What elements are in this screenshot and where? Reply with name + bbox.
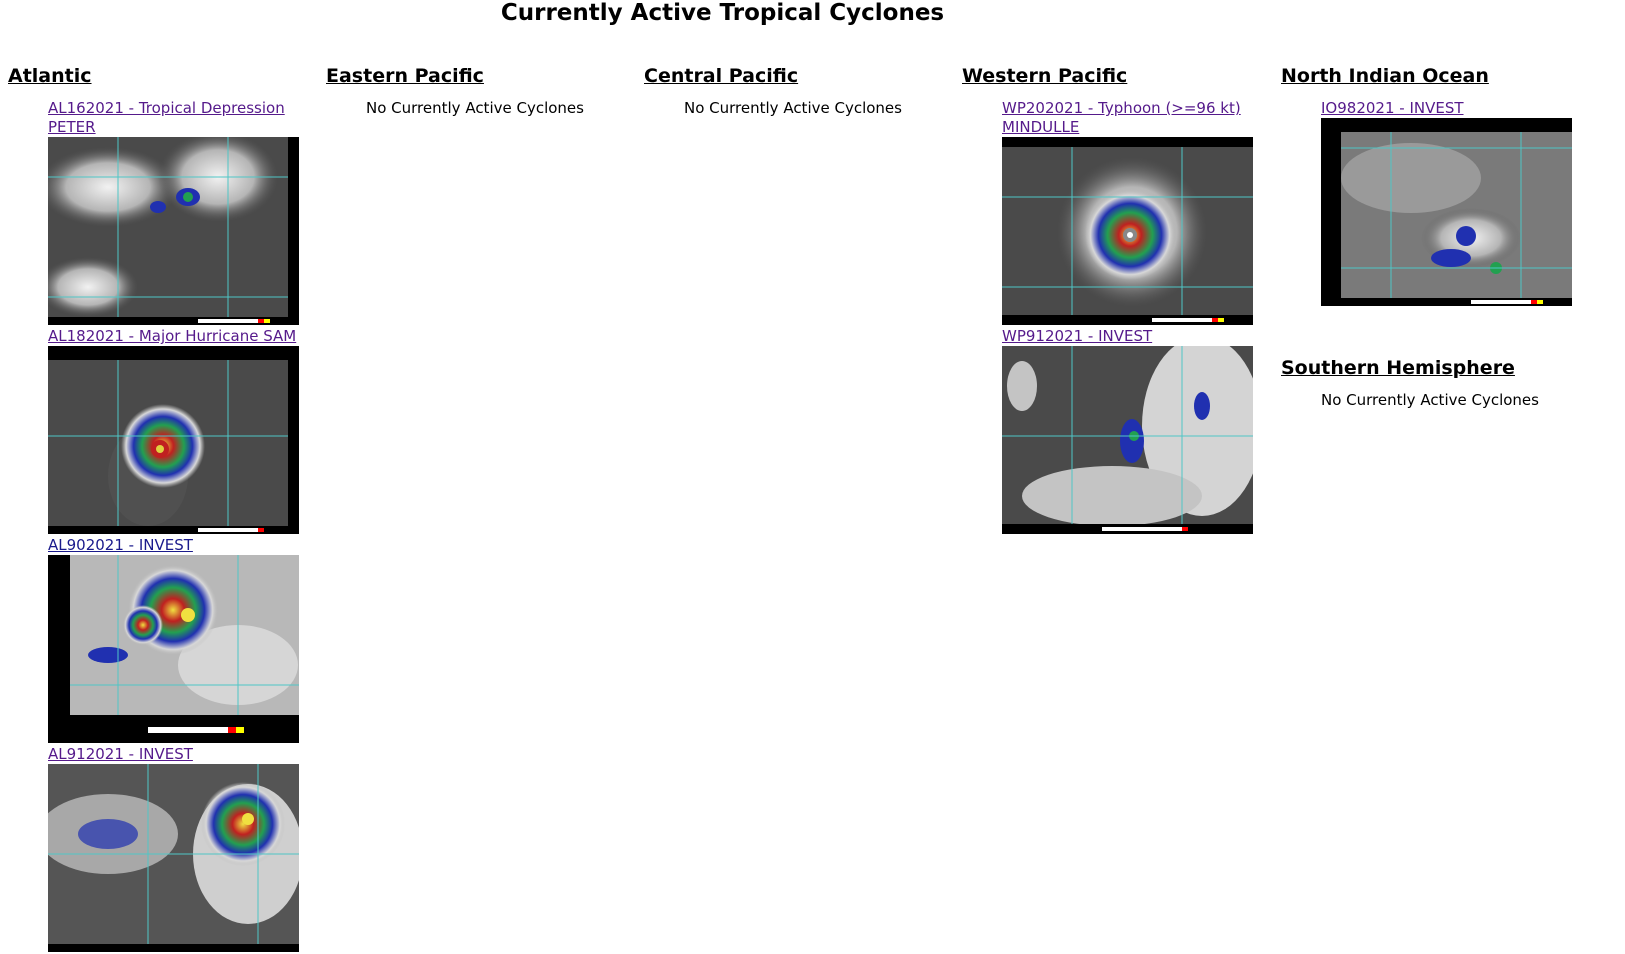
storm-entry [48, 745, 328, 952]
satellite-image[interactable] [48, 137, 299, 325]
no-active-cyclones-text: No Currently Active Cyclones [684, 99, 902, 117]
basin-western-pacific [962, 62, 1282, 536]
storm-entry [1002, 327, 1282, 534]
satellite-image[interactable] [1002, 346, 1253, 534]
storm-link[interactable]: AL902021 - INVEST [48, 536, 193, 554]
storm-entry [48, 536, 328, 743]
storm-link[interactable]: AL912021 - INVEST [48, 745, 193, 763]
storm-link[interactable]: AL162021 - Tropical Depression PETER [48, 99, 285, 136]
satellite-image[interactable] [48, 555, 299, 743]
basin-heading-eastern-pacific: Eastern Pacific [326, 65, 484, 87]
storm-entry [48, 99, 328, 325]
storm-entry [1321, 99, 1621, 306]
page-title: Currently Active Tropical Cyclones [500, 0, 945, 26]
basin-atlantic [8, 62, 328, 954]
no-active-cyclones-text: No Currently Active Cyclones [1321, 391, 1539, 409]
storm-entry [48, 327, 328, 534]
storm-link[interactable]: IO982021 - INVEST [1321, 99, 1464, 117]
basin-central-pacific [644, 62, 964, 118]
satellite-image[interactable] [1002, 137, 1253, 325]
storm-link[interactable]: WP912021 - INVEST [1002, 327, 1153, 345]
basin-heading-central-pacific: Central Pacific [644, 65, 799, 87]
satellite-image[interactable] [1321, 118, 1572, 306]
basin-heading-southern-hemisphere: Southern Hemisphere [1281, 357, 1515, 379]
basin-north-indian-ocean [1281, 62, 1621, 410]
basin-heading-western-pacific: Western Pacific [962, 65, 1128, 87]
storm-link[interactable]: WP202021 - Typhoon (>=96 kt) MINDULLE [1002, 99, 1241, 136]
storm-link[interactable]: AL182021 - Major Hurricane SAM [48, 327, 297, 345]
basin-heading-north-indian-ocean: North Indian Ocean [1281, 65, 1489, 87]
satellite-image[interactable] [48, 764, 299, 952]
storm-entry [1002, 99, 1282, 325]
basin-heading-atlantic: Atlantic [8, 65, 92, 87]
no-active-cyclones-text: No Currently Active Cyclones [366, 99, 584, 117]
satellite-image[interactable] [48, 346, 299, 534]
basin-eastern-pacific [326, 62, 646, 118]
